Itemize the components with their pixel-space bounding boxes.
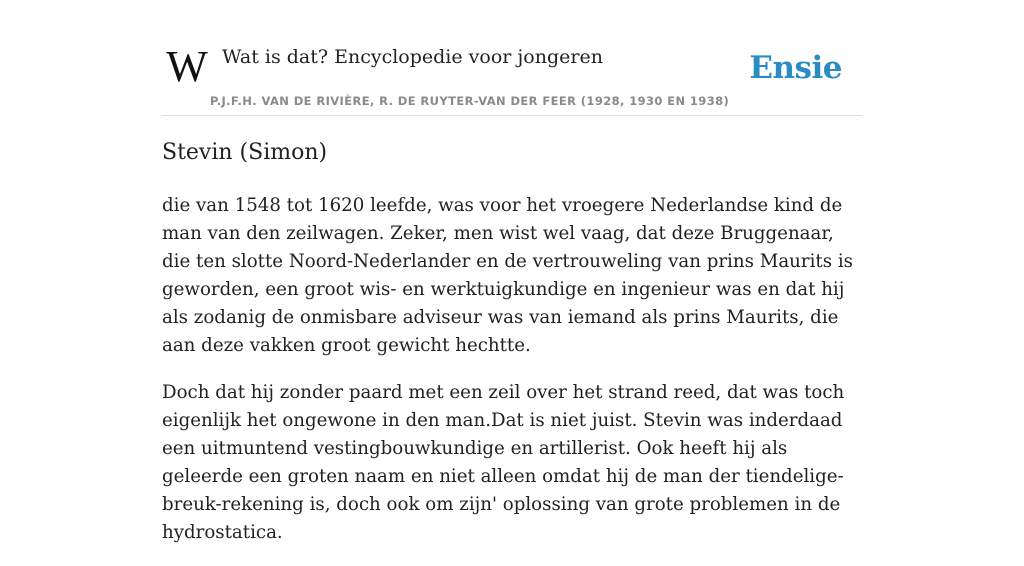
site-header (162, 40, 862, 116)
article-paragraph: die van 1548 tot 1620 leefde, was voor het vroegere Nederlandse kind de man van den zeilwagen. Zeker, men wist wel vaag, dat deze Bruggenaar, die ten slotte Noord-Nederlander en de vertrouweling van prins Maurits is geworden, een groot wis- en werktuigkundige en ingenieur was en dat hij als zodanig de onmisbare adviseur was van iemand als prins Maurits, die aan deze vakken groot gewicht hechtte. (162, 195, 853, 356)
article-title: Stevin (Simon) (162, 140, 328, 165)
wikipedia-logo-icon[interactable] (164, 42, 210, 91)
site-title[interactable]: Wat is dat? Encyclopedie voor jongeren (222, 46, 603, 68)
svg-text:W: W (166, 42, 208, 91)
ensie-brand-link[interactable]: Ensie (749, 50, 842, 86)
article-paragraph: Doch dat hij zonder paard met een zeil over het strand reed, dat was toch eigenlijk het ongewone in den man.Dat is niet juist. Stevin was inderdaad een uitmuntend vestingbouwkundige en artillerist. Ook heeft hij als geleerde een groten naam en niet alleen omdat hij de man der tiendelige-breuk-rekening is, doch ook om zijn' oplossing van grote problemen in de hydrostatica. (162, 382, 845, 543)
article-body (162, 192, 862, 566)
authors-line: P.J.F.H. VAN DE RIVIÈRE, R. DE RUYTER-VAN DER FEER (1928, 1930 EN 1938) (210, 94, 730, 108)
